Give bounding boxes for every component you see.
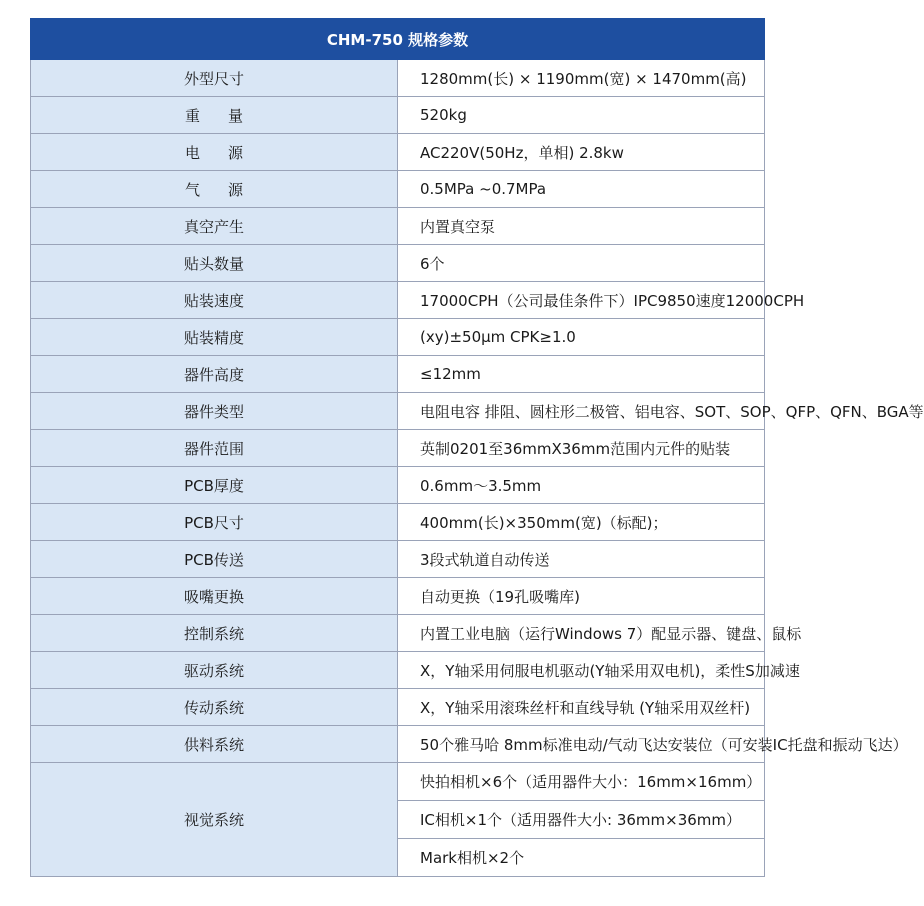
row-value: ≤12mm [398,356,765,393]
row-value: 英制0201至36mmX36mm范围内元件的贴装 [398,430,765,467]
table-row [31,319,765,356]
row-label: 气源 [31,171,398,208]
row-label: 贴头数量 [31,245,398,282]
table-row [31,615,765,652]
row-label: 器件类型 [31,393,398,430]
row-value: 400mm(长)×350mm(宽)（标配)； [398,504,765,541]
vision-value: 快拍相机×6个（适用器件大小：16mm×16mm） [398,763,765,801]
table-row [31,467,765,504]
vision-value: Mark相机×2个 [398,839,765,877]
row-value: 1280mm(长) × 1190mm(宽) × 1470mm(高) [398,60,765,97]
row-value: (xy)±50μm CPK≥1.0 [398,319,765,356]
spec-table [30,18,924,877]
row-label: 重量 [31,97,398,134]
row-value: X，Y轴采用滚珠丝杆和直线导轨 (Y轴采用双丝杆) [398,689,765,726]
table-row [31,541,765,578]
title-row [31,19,765,60]
row-value: 3段式轨道自动传送 [398,541,765,578]
row-label: 贴装速度 [31,282,398,319]
row-label: PCB厚度 [31,467,398,504]
row-value: 0.5MPa ~0.7MPa [398,171,765,208]
row-label: 器件高度 [31,356,398,393]
vision-label: 视觉系统 [31,763,398,877]
row-label: 电源 [31,134,398,171]
table-row [31,97,765,134]
row-label: 吸嘴更换 [31,578,398,615]
row-value: 50个雅马哈 8mm标准电动/气动飞达安装位（可安装IC托盘和振动飞达） [398,726,765,763]
row-label: 贴装精度 [31,319,398,356]
table-row [31,171,765,208]
row-label: 外型尺寸 [31,60,398,97]
vision-value: IC相机×1个（适用器件大小: 36mm×36mm） [398,801,765,839]
row-value: 520kg [398,97,765,134]
row-value: 0.6mm～3.5mm [398,467,765,504]
row-label: 器件范围 [31,430,398,467]
table-row [31,689,765,726]
table-row [31,60,765,97]
table-row [31,430,765,467]
row-value: 17000CPH（公司最佳条件下）IPC9850速度12000CPH [398,282,765,319]
table-row [31,726,765,763]
row-label: 供料系统 [31,726,398,763]
row-value: 6个 [398,245,765,282]
row-label: 传动系统 [31,689,398,726]
table-row [31,578,765,615]
table-row [31,208,765,245]
row-value: X，Y轴采用伺服电机驱动(Y轴采用双电机)，柔性S加减速 [398,652,765,689]
table-row [31,652,765,689]
row-value: 电阻电容 排阻、圆柱形二极管、铝电容、SOT、SOP、QFP、QFN、BGA等 [398,393,765,430]
row-value: 内置工业电脑（运行Windows 7）配显示器、键盘、鼠标 [398,615,765,652]
row-label: PCB传送 [31,541,398,578]
table-row [31,245,765,282]
row-value: 内置真空泵 [398,208,765,245]
row-value: AC220V(50Hz，单相) 2.8kw [398,134,765,171]
table-row [31,134,765,171]
row-value: 自动更换（19孔吸嘴库) [398,578,765,615]
table-row [31,504,765,541]
table-row [31,356,765,393]
row-label: 真空产生 [31,208,398,245]
row-label: PCB尺寸 [31,504,398,541]
vision-row [31,763,765,801]
table-row [31,282,765,319]
table-title: CHM-750 规格参数 [31,19,765,60]
row-label: 控制系统 [31,615,398,652]
row-label: 驱动系统 [31,652,398,689]
table-row [31,393,765,430]
